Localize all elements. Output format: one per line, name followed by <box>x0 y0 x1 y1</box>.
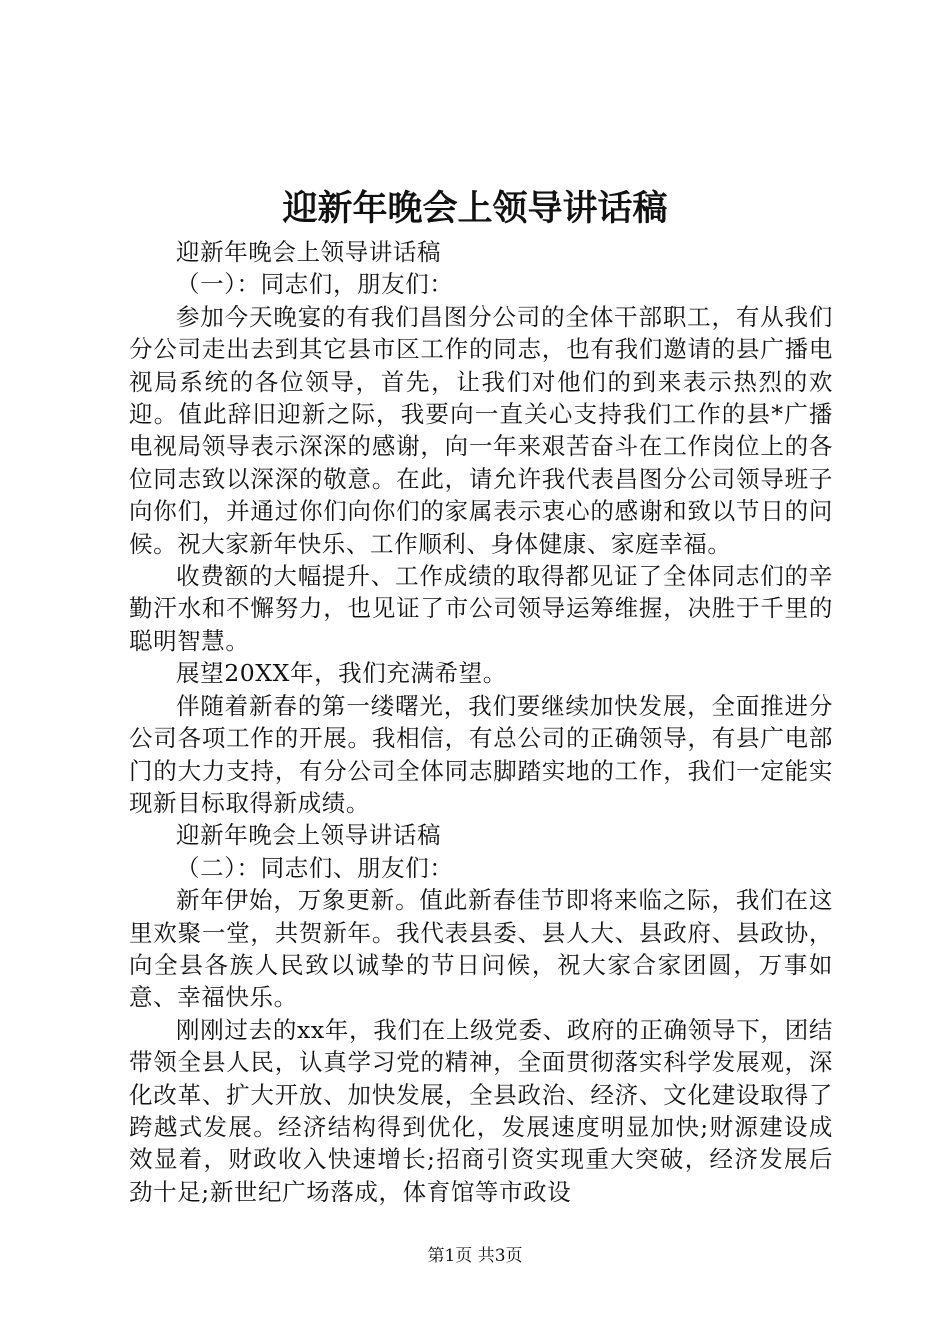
paragraph: 伴随着新春的第一缕曙光，我们要继续加快发展，全面推进分公司各项工作的开展。我相信，有总公司的正确领导，有县广电部门的大力支持，有分公司全体同志脚踏实地的工作，我们一定能实现新目标取得新成绩。 <box>129 691 833 817</box>
document-title: 迎新年晚会上领导讲话稿 <box>282 188 668 229</box>
section-heading-2: 迎新年晚会上领导讲话稿 <box>176 821 442 850</box>
paragraph: 刚刚过去的xx年，我们在上级党委、政府的正确领导下，团结带领全县人民，认真学习党的精神，全面贯彻落实科学发展观，深化改革、扩大开放、加快发展，全县政治、经济、文化建设取得了跨越式发展。经济结构得到优化，发展速度明显加快;财源建设成效显着，财政收入快速增长;招商引资实现重大突破，经济发展后劲十足;新世纪广场落成，体育馆等市政设 <box>129 1015 833 1206</box>
paragraph: 参加今天晚宴的有我们昌图分公司的全体干部职工，有从我们分公司走出去到其它县市区工作的同志，也有我们邀请的县广播电视局系统的各位领导，首先，让我们对他们的到来表示热烈的欢迎。值此辞旧迎新之际，我要向一直关心支持我们工作的县*广播电视局领导表示深深的感谢，向一年来艰苦奋斗在工作岗位上的各位同志致以深深的敬意。在此，请允许我代表昌图分公司领导班子向你们，并通过你们向你们的家属表示衷心的感谢和致以节日的问候。祝大家新年快乐、工作顺利、身体健康、家庭幸福。 <box>129 302 833 558</box>
document-body <box>129 236 833 1208</box>
salutation-2: （二）：同志们、朋友们： <box>176 853 454 882</box>
salutation-1: （一）：同志们，朋友们： <box>176 270 454 299</box>
paragraph: 展望20XX年，我们充满希望。 <box>176 659 507 688</box>
page-number-footer: 第1页 共3页 <box>427 1246 523 1266</box>
paragraph: 新年伊始，万象更新。值此新春佳节即将来临之际，我们在这里欢聚一堂，共贺新年。我代表县委、县人大、县政府、县政协，向全县各族人民致以诚挚的节日问候，祝大家合家团圆，万事如意、幸福快乐。 <box>129 886 833 1012</box>
section-heading-1: 迎新年晚会上领导讲话稿 <box>176 238 442 266</box>
paragraph: 收费额的大幅提升、工作成绩的取得都见证了全体同志们的辛勤汗水和不懈努力，也见证了市公司领导运筹维握，决胜于千里的聪明智慧。 <box>129 562 833 655</box>
